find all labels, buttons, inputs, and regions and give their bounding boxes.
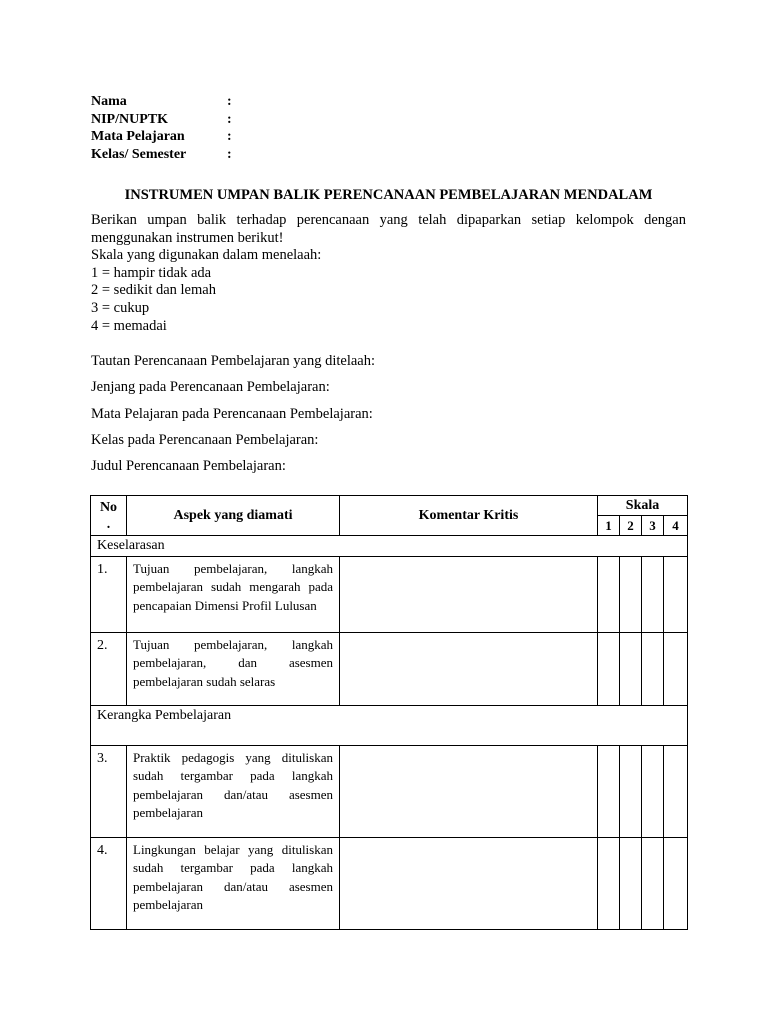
comment-cell[interactable] [340, 838, 598, 930]
scale-cell-3[interactable] [642, 746, 664, 838]
field-level: Jenjang pada Perencanaan Pembelajaran: [91, 379, 330, 396]
scale-cell-4[interactable] [664, 746, 688, 838]
identity-row-nip [91, 111, 239, 129]
instruction-paragraph: Berikan umpan balik terhadap perencanaan yang telah dipaparkan setiap kelompok dengan menggunakan instrumen berikut! [91, 212, 686, 246]
scale-cell-1[interactable] [598, 633, 620, 706]
row-number: 1. [91, 557, 127, 633]
header-no-text: No [99, 499, 118, 515]
scale-cell-1[interactable] [598, 746, 620, 838]
identity-colon: : [227, 94, 232, 109]
scale-cell-1[interactable] [598, 838, 620, 930]
identity-row-subject [91, 128, 239, 146]
scale-cell-2[interactable] [620, 557, 642, 633]
header-scale: Skala [598, 496, 688, 516]
field-subject: Mata Pelajaran pada Perencanaan Pembelajaran: [91, 405, 373, 422]
instructions [91, 212, 686, 335]
field-class: Kelas pada Perencanaan Pembelajaran: [91, 431, 319, 448]
comment-cell[interactable] [340, 633, 598, 706]
identity-colon: : [227, 129, 232, 144]
table-header-row [91, 496, 688, 516]
header-aspect: Aspek yang diamati [127, 496, 340, 536]
table-row [91, 746, 688, 838]
scale-item: 1 = hampir tidak ada [91, 264, 212, 281]
comment-cell[interactable] [340, 557, 598, 633]
section-keselarasan: Keselarasan [91, 536, 688, 557]
scale-item: 2 = sedikit dan lemah [91, 282, 216, 299]
scale-cell-3[interactable] [642, 633, 664, 706]
field-title: Judul Perencanaan Pembelajaran: [91, 458, 286, 475]
scale-item: 3 = cukup [91, 299, 150, 316]
field-link: Tautan Perencanaan Pembelajaran yang ditelaah: [91, 353, 376, 369]
header-no [91, 496, 127, 536]
scale-cell-4[interactable] [664, 557, 688, 633]
identity-label: Kelas/ Semester [91, 146, 187, 162]
scale-cell-2[interactable] [620, 746, 642, 838]
scale-header-2: 2 [620, 516, 642, 536]
assessment-table [90, 495, 688, 930]
identity-label: NIP/NUPTK [91, 111, 168, 127]
comment-cell[interactable] [340, 746, 598, 838]
section-kerangka: Kerangka Pembelajaran [91, 706, 688, 746]
table-row [91, 633, 688, 706]
scale-header-3: 3 [642, 516, 664, 536]
scale-cell-1[interactable] [598, 557, 620, 633]
row-aspect: Lingkungan belajar yang dituliskan sudah tergambar pada langkah pembelajaran dan/atau asesmen pembelajaran [127, 838, 340, 930]
scale-cell-4[interactable] [664, 633, 688, 706]
plan-fields [91, 353, 686, 484]
section-row [91, 706, 688, 746]
document-title: INSTRUMEN UMPAN BALIK PERENCANAAN PEMBELAJARAN MENDALAM [124, 187, 653, 203]
scale-header-4: 4 [664, 516, 688, 536]
row-aspect: Tujuan pembelajaran, langkah pembelajaran, dan asesmen pembelajaran sudah selaras [127, 633, 340, 706]
header-no-dot: . [106, 516, 111, 532]
row-aspect: Tujuan pembelajaran, langkah pembelajaran sudah mengarah pada pencapaian Dimensi Profil Lulusan [127, 557, 340, 633]
scale-header-1: 1 [598, 516, 620, 536]
identity-label: Mata Pelajaran [91, 129, 185, 144]
section-row [91, 536, 688, 557]
identity-colon: : [227, 146, 232, 162]
scale-item: 4 = memadai [91, 317, 167, 334]
scale-cell-2[interactable] [620, 633, 642, 706]
scale-intro: Skala yang digunakan dalam menelaah: [91, 247, 322, 264]
table-row [91, 838, 688, 930]
table-row [91, 557, 688, 633]
identity-label: Nama [91, 94, 127, 109]
scale-cell-4[interactable] [664, 838, 688, 930]
row-aspect: Praktik pedagogis yang dituliskan sudah tergambar pada langkah pembelajaran dan/atau asesmen pembelajaran [127, 746, 340, 838]
row-number: 2. [91, 633, 127, 706]
identity-row-name [91, 93, 239, 111]
identity-block [91, 93, 239, 163]
identity-colon: : [227, 111, 232, 127]
row-number: 3. [91, 746, 127, 838]
scale-cell-2[interactable] [620, 838, 642, 930]
scale-cell-3[interactable] [642, 557, 664, 633]
identity-row-class [91, 146, 239, 164]
row-number: 4. [91, 838, 127, 930]
header-comment: Komentar Kritis [340, 496, 598, 536]
scale-cell-3[interactable] [642, 838, 664, 930]
